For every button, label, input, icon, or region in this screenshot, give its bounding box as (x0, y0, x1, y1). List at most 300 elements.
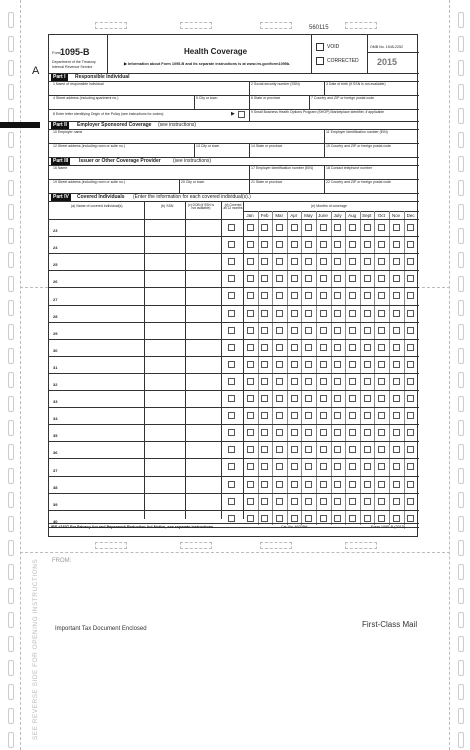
month-checkbox[interactable] (364, 361, 371, 368)
month-checkbox[interactable] (261, 395, 268, 402)
month-checkbox[interactable] (247, 224, 254, 231)
month-checkbox[interactable] (407, 378, 414, 385)
month-checkbox[interactable] (378, 361, 385, 368)
month-checkbox[interactable] (291, 275, 298, 282)
all-12-months-checkbox[interactable] (228, 378, 235, 385)
month-checkbox[interactable] (305, 395, 312, 402)
month-checkbox[interactable] (276, 429, 283, 436)
month-checkbox[interactable] (320, 463, 327, 470)
month-checkbox[interactable] (393, 292, 400, 299)
month-checkbox[interactable] (305, 224, 312, 231)
month-checkbox[interactable] (305, 378, 312, 385)
month-checkbox[interactable] (349, 327, 356, 334)
month-checkbox[interactable] (247, 292, 254, 299)
month-checkbox[interactable] (393, 258, 400, 265)
month-checkbox[interactable] (276, 344, 283, 351)
month-checkbox[interactable] (305, 498, 312, 505)
month-checkbox[interactable] (407, 275, 414, 282)
void-checkbox[interactable] (316, 43, 324, 51)
month-checkbox[interactable] (247, 463, 254, 470)
pin-feed-hole (458, 492, 464, 508)
month-checkbox[interactable] (247, 412, 254, 419)
field-label: 18 Contact telephone number (326, 166, 373, 170)
month-checkbox[interactable] (407, 327, 414, 334)
month-checkbox[interactable] (320, 327, 327, 334)
month-checkbox[interactable] (349, 378, 356, 385)
month-checkbox[interactable] (334, 224, 341, 231)
row-number: 25 (53, 262, 58, 268)
month-checkbox[interactable] (349, 241, 356, 248)
month-checkbox[interactable] (320, 292, 327, 299)
month-checkbox[interactable] (393, 361, 400, 368)
pin-feed-hole (8, 516, 14, 532)
month-checkbox[interactable] (378, 481, 385, 488)
month-checkbox[interactable] (261, 310, 268, 317)
row-number: 34 (53, 416, 58, 422)
month-checkbox[interactable] (349, 344, 356, 351)
alignment-bar (0, 122, 40, 128)
month-checkbox[interactable] (393, 446, 400, 453)
month-checkbox[interactable] (305, 412, 312, 419)
month-checkbox[interactable] (407, 361, 414, 368)
field-label: 21 State or province (251, 180, 283, 184)
month-checkbox[interactable] (393, 241, 400, 248)
month-checkbox[interactable] (276, 395, 283, 402)
pin-feed-hole (458, 396, 464, 412)
month-checkbox[interactable] (334, 344, 341, 351)
month-checkbox[interactable] (320, 515, 327, 522)
all-12-months-checkbox[interactable] (228, 515, 235, 522)
month-checkbox[interactable] (364, 275, 371, 282)
month-checkbox[interactable] (349, 224, 356, 231)
month-checkbox[interactable] (305, 515, 312, 522)
field-label: 1 Name of responsible individual (53, 82, 104, 86)
month-checkbox[interactable] (364, 241, 371, 248)
month-checkbox[interactable] (349, 258, 356, 265)
month-checkbox[interactable] (393, 463, 400, 470)
field-label: 5 City or town (196, 96, 218, 100)
month-checkbox[interactable] (261, 292, 268, 299)
all-12-months-checkbox[interactable] (228, 463, 235, 470)
month-checkbox[interactable] (261, 446, 268, 453)
month-checkbox[interactable] (393, 481, 400, 488)
month-checkbox[interactable] (407, 463, 414, 470)
month-checkbox[interactable] (378, 344, 385, 351)
month-checkbox[interactable] (334, 258, 341, 265)
pin-feed-hole (458, 300, 464, 316)
month-checkbox[interactable] (378, 515, 385, 522)
month-checkbox[interactable] (407, 515, 414, 522)
month-checkbox[interactable] (320, 498, 327, 505)
all-12-months-checkbox[interactable] (228, 446, 235, 453)
month-checkbox[interactable] (320, 395, 327, 402)
month-checkbox[interactable] (334, 481, 341, 488)
month-checkbox[interactable] (334, 310, 341, 317)
month-checkbox[interactable] (247, 310, 254, 317)
month-header-feb: Feb (260, 213, 269, 218)
part3-label: Part III (53, 158, 69, 164)
month-checkbox[interactable] (349, 498, 356, 505)
month-checkbox[interactable] (349, 361, 356, 368)
pin-feed-hole (8, 204, 14, 220)
month-checkbox[interactable] (378, 378, 385, 385)
col-a-header: (a) Name of covered individual(s) (71, 204, 123, 208)
month-checkbox[interactable] (349, 310, 356, 317)
month-checkbox[interactable] (407, 481, 414, 488)
month-checkbox[interactable] (349, 292, 356, 299)
month-checkbox[interactable] (364, 378, 371, 385)
month-checkbox[interactable] (378, 498, 385, 505)
month-checkbox[interactable] (349, 463, 356, 470)
month-checkbox[interactable] (320, 446, 327, 453)
part3-subtitle: (see instructions) (173, 158, 212, 164)
month-checkbox[interactable] (291, 412, 298, 419)
month-checkbox[interactable] (305, 344, 312, 351)
month-checkbox[interactable] (378, 429, 385, 436)
month-checkbox[interactable] (247, 258, 254, 265)
month-checkbox[interactable] (393, 224, 400, 231)
month-checkbox[interactable] (334, 412, 341, 419)
month-checkbox[interactable] (247, 429, 254, 436)
month-checkbox[interactable] (261, 463, 268, 470)
month-checkbox[interactable] (247, 378, 254, 385)
month-checkbox[interactable] (349, 515, 356, 522)
pin-feed-hole (8, 324, 14, 340)
month-checkbox[interactable] (334, 429, 341, 436)
month-checkbox[interactable] (291, 463, 298, 470)
month-header-aug: Aug (348, 213, 357, 218)
month-checkbox[interactable] (393, 327, 400, 334)
pin-feed-hole (458, 684, 464, 700)
month-checkbox[interactable] (261, 378, 268, 385)
month-checkbox[interactable] (247, 498, 254, 505)
part4-label: Part IV (53, 194, 69, 200)
all-12-months-checkbox[interactable] (228, 361, 235, 368)
all-12-months-checkbox[interactable] (228, 412, 235, 419)
month-checkbox[interactable] (261, 498, 268, 505)
arrow-icon: ▶ (231, 111, 235, 117)
month-checkbox[interactable] (247, 327, 254, 334)
all-12-months-checkbox[interactable] (228, 498, 235, 505)
month-checkbox[interactable] (305, 429, 312, 436)
month-checkbox[interactable] (334, 446, 341, 453)
pin-feed-hole (458, 636, 464, 652)
month-checkbox[interactable] (378, 241, 385, 248)
month-checkbox[interactable] (364, 327, 371, 334)
month-checkbox[interactable] (393, 412, 400, 419)
pin-feed-hole (8, 60, 14, 76)
month-checkbox[interactable] (291, 515, 298, 522)
month-header-may: May (304, 213, 313, 218)
month-checkbox[interactable] (276, 498, 283, 505)
month-checkbox[interactable] (407, 412, 414, 419)
month-checkbox[interactable] (291, 344, 298, 351)
month-checkbox[interactable] (276, 378, 283, 385)
month-checkbox[interactable] (393, 275, 400, 282)
month-checkbox[interactable] (291, 378, 298, 385)
pin-feed-hole (8, 660, 14, 676)
month-checkbox[interactable] (334, 361, 341, 368)
pin-feed-hole (8, 132, 14, 148)
month-checkbox[interactable] (364, 292, 371, 299)
row-number: 31 (53, 364, 58, 370)
month-checkbox[interactable] (247, 241, 254, 248)
month-checkbox[interactable] (364, 429, 371, 436)
month-checkbox[interactable] (291, 361, 298, 368)
corrected-checkbox[interactable] (316, 57, 324, 65)
month-checkbox[interactable] (320, 378, 327, 385)
month-checkbox[interactable] (407, 241, 414, 248)
month-checkbox[interactable] (276, 241, 283, 248)
month-checkbox[interactable] (364, 395, 371, 402)
month-checkbox[interactable] (276, 446, 283, 453)
month-checkbox[interactable] (276, 327, 283, 334)
month-checkbox[interactable] (407, 429, 414, 436)
month-checkbox[interactable] (378, 224, 385, 231)
month-checkbox[interactable] (334, 327, 341, 334)
month-checkbox[interactable] (407, 446, 414, 453)
month-checkbox[interactable] (247, 481, 254, 488)
month-checkbox[interactable] (349, 275, 356, 282)
month-checkbox[interactable] (378, 258, 385, 265)
month-checkbox[interactable] (378, 395, 385, 402)
month-header-july: July (333, 213, 342, 218)
month-checkbox[interactable] (276, 310, 283, 317)
pin-feed-hole (8, 180, 14, 196)
pin-feed-hole (458, 372, 464, 388)
month-checkbox[interactable] (276, 463, 283, 470)
month-checkbox[interactable] (393, 429, 400, 436)
month-checkbox[interactable] (261, 224, 268, 231)
pin-feed-hole (8, 252, 14, 268)
month-checkbox[interactable] (364, 481, 371, 488)
pin-feed-hole (8, 228, 14, 244)
month-checkbox[interactable] (291, 258, 298, 265)
month-checkbox[interactable] (364, 412, 371, 419)
month-checkbox[interactable] (349, 429, 356, 436)
pin-feed-hole (458, 612, 464, 628)
month-checkbox[interactable] (305, 481, 312, 488)
month-checkbox[interactable] (305, 463, 312, 470)
month-checkbox[interactable] (276, 481, 283, 488)
month-checkbox[interactable] (378, 327, 385, 334)
all-12-months-checkbox[interactable] (228, 310, 235, 317)
month-checkbox[interactable] (378, 292, 385, 299)
month-checkbox[interactable] (247, 515, 254, 522)
month-checkbox[interactable] (407, 292, 414, 299)
all-12-months-checkbox[interactable] (228, 429, 235, 436)
field-label: 17 Employer identification number (EIN) (251, 166, 314, 170)
month-checkbox[interactable] (276, 292, 283, 299)
month-checkbox[interactable] (276, 258, 283, 265)
month-checkbox[interactable] (247, 344, 254, 351)
month-checkbox[interactable] (407, 395, 414, 402)
month-checkbox[interactable] (393, 378, 400, 385)
pin-feed-hole (458, 708, 464, 724)
month-checkbox[interactable] (305, 361, 312, 368)
part4-subtitle: (Enter the information for each covered individual(s).) (133, 194, 251, 200)
month-checkbox[interactable] (261, 344, 268, 351)
pin-feed-hole (8, 468, 14, 484)
all-12-months-checkbox[interactable] (228, 292, 235, 299)
perforation-mark (260, 22, 292, 29)
row-number: 39 (53, 501, 58, 507)
all-12-months-checkbox[interactable] (228, 224, 235, 231)
month-checkbox[interactable] (261, 275, 268, 282)
perforation-line (20, 552, 450, 553)
month-checkbox[interactable] (291, 327, 298, 334)
month-checkbox[interactable] (364, 498, 371, 505)
month-checkbox[interactable] (261, 327, 268, 334)
month-checkbox[interactable] (291, 429, 298, 436)
row-number: 40 (53, 518, 58, 524)
month-checkbox[interactable] (364, 344, 371, 351)
month-checkbox[interactable] (378, 446, 385, 453)
all-12-months-checkbox[interactable] (228, 327, 235, 334)
row-number: 29 (53, 330, 58, 336)
all-12-months-checkbox[interactable] (228, 481, 235, 488)
part1-label: Part I (53, 74, 66, 80)
month-checkbox[interactable] (364, 463, 371, 470)
month-checkbox[interactable] (276, 515, 283, 522)
month-checkbox[interactable] (320, 258, 327, 265)
month-checkbox[interactable] (305, 446, 312, 453)
month-checkbox[interactable] (334, 463, 341, 470)
month-checkbox[interactable] (291, 498, 298, 505)
month-checkbox[interactable] (291, 446, 298, 453)
month-checkbox[interactable] (291, 395, 298, 402)
month-checkbox[interactable] (261, 241, 268, 248)
month-checkbox[interactable] (261, 515, 268, 522)
month-checkbox[interactable] (378, 463, 385, 470)
month-checkbox[interactable] (305, 241, 312, 248)
month-checkbox[interactable] (291, 224, 298, 231)
month-checkbox[interactable] (407, 224, 414, 231)
month-checkbox[interactable] (305, 258, 312, 265)
all-12-months-checkbox[interactable] (228, 344, 235, 351)
pin-feed-hole (458, 540, 464, 556)
month-checkbox[interactable] (320, 310, 327, 317)
month-checkbox[interactable] (349, 395, 356, 402)
month-checkbox[interactable] (261, 361, 268, 368)
form-ref: Form 1095-B (2015) (371, 525, 406, 529)
all-12-months-checkbox[interactable] (228, 258, 235, 265)
month-checkbox[interactable] (334, 275, 341, 282)
cat-number: Cat. No. 60705M (281, 525, 308, 529)
month-checkbox[interactable] (320, 275, 327, 282)
month-checkbox[interactable] (291, 292, 298, 299)
month-checkbox[interactable] (393, 310, 400, 317)
month-checkbox[interactable] (334, 515, 341, 522)
month-checkbox[interactable] (276, 275, 283, 282)
month-checkbox[interactable] (334, 378, 341, 385)
month-checkbox[interactable] (378, 412, 385, 419)
month-header-apr: Apr (290, 213, 298, 218)
info-line: ▶ Information about Form 1095-B and its separate instructions is at www.irs.gov/form1095b. (124, 62, 291, 66)
month-checkbox[interactable] (349, 446, 356, 453)
month-checkbox[interactable] (320, 344, 327, 351)
month-checkbox[interactable] (407, 344, 414, 351)
month-checkbox[interactable] (320, 429, 327, 436)
month-checkbox[interactable] (364, 224, 371, 231)
month-checkbox[interactable] (364, 310, 371, 317)
month-checkbox[interactable] (349, 412, 356, 419)
pin-feed-hole (458, 564, 464, 580)
important-notice: Important Tax Document Enclosed (55, 626, 147, 632)
pin-feed-hole (8, 348, 14, 364)
month-checkbox[interactable] (334, 395, 341, 402)
month-checkbox[interactable] (276, 361, 283, 368)
month-checkbox[interactable] (393, 344, 400, 351)
month-checkbox[interactable] (334, 498, 341, 505)
month-checkbox[interactable] (276, 224, 283, 231)
month-checkbox[interactable] (349, 481, 356, 488)
month-checkbox[interactable] (364, 258, 371, 265)
pin-feed-hole (458, 420, 464, 436)
month-checkbox[interactable] (247, 275, 254, 282)
month-checkbox[interactable] (320, 224, 327, 231)
month-checkbox[interactable] (247, 395, 254, 402)
month-checkbox[interactable] (291, 241, 298, 248)
month-checkbox[interactable] (378, 310, 385, 317)
row-number: 35 (53, 433, 58, 439)
month-checkbox[interactable] (334, 241, 341, 248)
month-checkbox[interactable] (305, 310, 312, 317)
month-checkbox[interactable] (407, 498, 414, 505)
month-checkbox[interactable] (393, 395, 400, 402)
month-checkbox[interactable] (261, 258, 268, 265)
field-label: 8 Enter letter identifying Origin of the Policy (see instructions for codes): (53, 112, 165, 116)
field-label: 2 Social security number (SSN) (251, 82, 300, 86)
month-checkbox[interactable] (334, 292, 341, 299)
privacy-notice: IRS #1607 For Privacy Act and Paperwork Reduction Act Notice, see separate instructions. (51, 525, 215, 529)
month-checkbox[interactable] (305, 292, 312, 299)
part1-title: Responsible Individual (75, 74, 130, 80)
month-checkbox[interactable] (291, 310, 298, 317)
month-checkbox[interactable] (378, 275, 385, 282)
month-checkbox[interactable] (247, 361, 254, 368)
month-checkbox[interactable] (407, 258, 414, 265)
pin-feed-hole (458, 180, 464, 196)
month-checkbox[interactable] (364, 515, 371, 522)
month-checkbox[interactable] (320, 361, 327, 368)
all-12-months-checkbox[interactable] (228, 275, 235, 282)
month-checkbox[interactable] (291, 481, 298, 488)
month-checkbox[interactable] (261, 481, 268, 488)
month-checkbox[interactable] (393, 515, 400, 522)
row-number: 30 (53, 347, 58, 353)
month-checkbox[interactable] (320, 481, 327, 488)
month-checkbox[interactable] (364, 446, 371, 453)
month-checkbox[interactable] (393, 498, 400, 505)
month-checkbox[interactable] (320, 241, 327, 248)
month-checkbox[interactable] (247, 446, 254, 453)
all-12-months-checkbox[interactable] (228, 395, 235, 402)
month-checkbox[interactable] (261, 429, 268, 436)
month-checkbox[interactable] (305, 275, 312, 282)
col-c-header: (c) DOB (If SSN is not available) (188, 203, 214, 211)
all-12-months-checkbox[interactable] (228, 241, 235, 248)
month-checkbox[interactable] (407, 310, 414, 317)
month-checkbox[interactable] (305, 327, 312, 334)
month-checkbox[interactable] (320, 412, 327, 419)
origin-code-box[interactable] (238, 111, 245, 118)
month-checkbox[interactable] (261, 412, 268, 419)
row-number: 28 (53, 313, 58, 319)
pin-feed-hole (458, 516, 464, 532)
pin-feed-hole (8, 444, 14, 460)
month-checkbox[interactable] (276, 412, 283, 419)
